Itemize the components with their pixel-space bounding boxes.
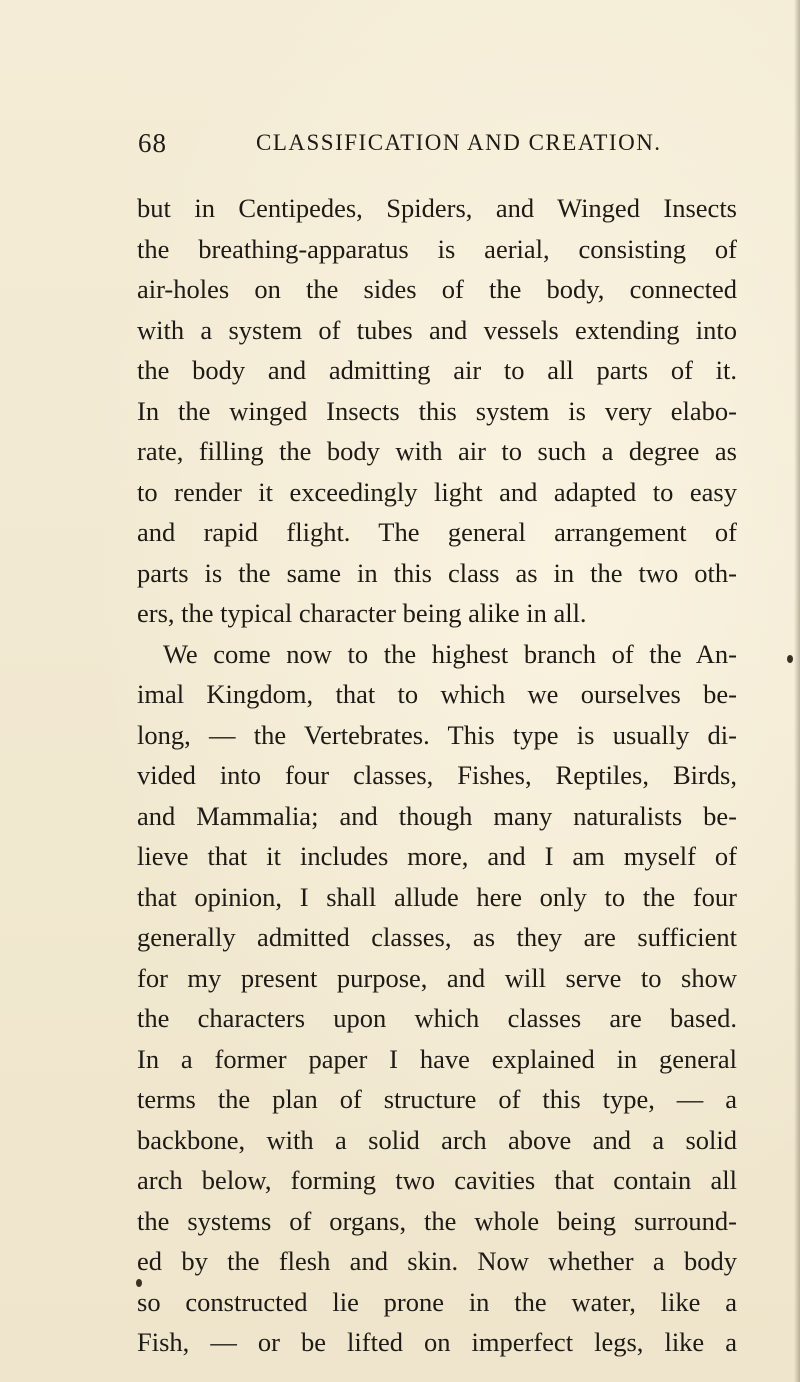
text-line: the breathing-apparatus is aerial, consisting of xyxy=(137,233,737,264)
text-line: generally admitted classes, as they are sufficient xyxy=(137,922,737,952)
text-line: lieve that it includes more, and I am myself of xyxy=(137,841,737,871)
text-line: We come now to the highest branch of the An- xyxy=(163,638,737,669)
text-line: backbone, with a solid arch above and a solid xyxy=(137,1124,737,1155)
text-line: ed by the flesh and skin. Now whether a body xyxy=(137,1246,737,1276)
text-line: imal Kingdom, that to which we ourselves be- xyxy=(137,679,737,709)
text-line: air-holes on the sides of the body, connected xyxy=(137,274,737,304)
text-line: to render it exceedingly light and adapted to easy xyxy=(137,476,737,507)
text-line: long, — the Vertebrates. This type is usually di- xyxy=(137,719,737,750)
text-line: the systems of organs, the whole being surround- xyxy=(137,1205,737,1236)
text-line: so constructed lie prone in the water, like a xyxy=(137,1286,737,1317)
page-number: 68 xyxy=(138,128,167,158)
text-line: and Mammalia; and though many naturalists be- xyxy=(137,800,737,831)
body-text xyxy=(137,188,737,1363)
page-header xyxy=(138,128,730,168)
text-line: rate, filling the body with air to such a degree as xyxy=(137,436,737,466)
text-line: parts is the same in this class as in the two oth- xyxy=(137,557,737,588)
text-line: arch below, forming two cavities that contain all xyxy=(137,1165,737,1195)
text-line: In the winged Insects this system is very elabo- xyxy=(137,395,737,426)
text-line: ers, the typical character being alike in all. xyxy=(137,598,587,628)
text-line: vided into four classes, Fishes, Reptiles, Birds, xyxy=(137,760,737,790)
text-line: but in Centipedes, Spiders, and Winged Insects xyxy=(137,193,737,223)
text-line: that opinion, I shall allude here only to the four xyxy=(137,881,737,912)
text-line: In a former paper I have explained in general xyxy=(137,1043,737,1074)
text-line: Fish, — or be lifted on imperfect legs, like a xyxy=(137,1327,737,1357)
page-edge-shadow xyxy=(794,0,800,1382)
text-line: the body and admitting air to all parts of it. xyxy=(137,355,737,385)
text-line: the characters upon which classes are based. xyxy=(137,1003,737,1033)
text-line: for my present purpose, and will serve to show xyxy=(137,962,737,993)
running-head: CLASSIFICATION AND CREATION. xyxy=(256,130,662,155)
text-line: terms the plan of structure of this type, — a xyxy=(137,1084,737,1114)
ink-speck xyxy=(787,655,793,663)
text-line: with a system of tubes and vessels extending into xyxy=(137,314,737,345)
ink-speck xyxy=(136,1279,142,1287)
text-line: and rapid flight. The general arrangement of xyxy=(137,517,737,547)
